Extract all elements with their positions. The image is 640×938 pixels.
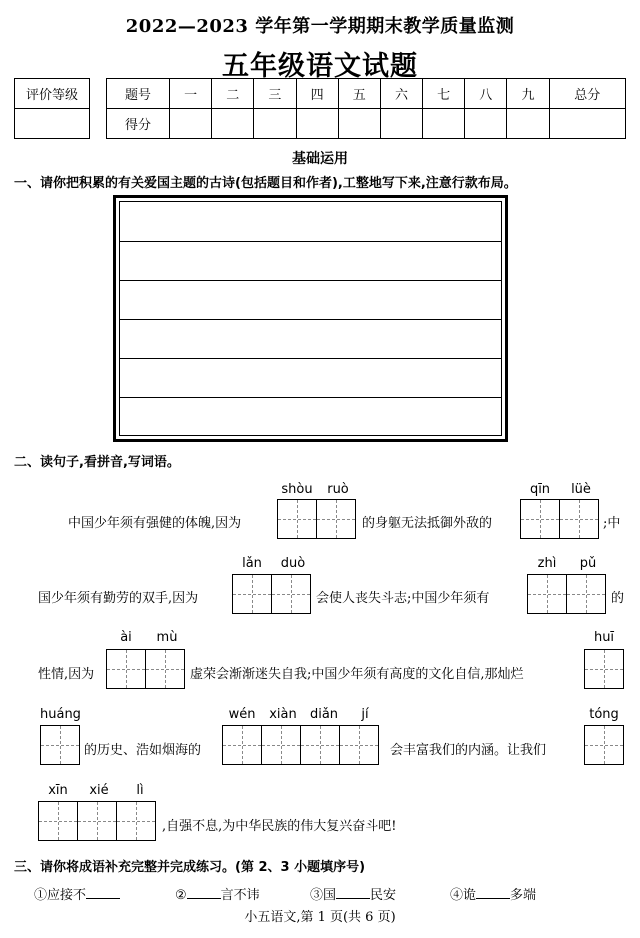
exam-subtitle: 五年级语文试题 [222, 51, 418, 82]
exam-title: 2022—2023 学年第一学期期末教学质量监测 [125, 16, 515, 37]
page-footer: 小五语文,第 1 页(共 6 页) [244, 910, 396, 925]
score-table [106, 78, 626, 139]
sentence-text: 会丰富我们的内涵。让我们 [390, 743, 547, 758]
score-cell[interactable] [338, 109, 380, 139]
pinyin: huáng [40, 707, 81, 722]
pinyin: mù [156, 630, 178, 645]
idiom-text: 民安 [370, 888, 397, 903]
sentence-text: 的 [611, 591, 625, 606]
pinyin: diǎn [309, 707, 339, 722]
idiom-item-2 [175, 884, 260, 903]
idiom-number: ③ [310, 888, 324, 903]
idiom-item-1 [34, 884, 120, 903]
score-row-label-score: 得分 [107, 109, 170, 139]
sentence-text: 中国少年须有强健的体魄,因为 [68, 516, 242, 531]
idiom-text: 多端 [510, 888, 537, 903]
pinyin: pǔ [579, 556, 597, 571]
grade-label: 评价等级 [15, 79, 90, 109]
question-1-text: 一、请你把积累的有关爱国主题的古诗(包括题目和作者),工整地写下来,注意行款布局。 [14, 176, 517, 191]
score-col: 三 [254, 79, 296, 109]
idiom-number: ① [34, 888, 48, 903]
score-col: 七 [423, 79, 465, 109]
answer-boxes-landuo[interactable] [232, 574, 310, 614]
pinyin: wén [228, 707, 256, 722]
pinyin: jí [361, 707, 369, 722]
idiom-text: 国 [323, 888, 337, 903]
question-3-text: 三、请你将成语补充完整并完成练习。(第 2、3 小题填序号) [14, 860, 366, 875]
score-cell[interactable] [380, 109, 422, 139]
pinyin: shòu [281, 482, 313, 497]
pinyin: duò [280, 556, 306, 571]
score-col: 六 [380, 79, 422, 109]
score-cell[interactable] [423, 109, 465, 139]
idiom-blank[interactable] [86, 886, 120, 899]
score-cell[interactable] [296, 109, 338, 139]
pinyin: lì [136, 783, 144, 798]
score-cell[interactable] [507, 109, 549, 139]
answer-boxes-qinlue[interactable] [520, 499, 598, 539]
pinyin: qīn [529, 482, 551, 497]
idiom-item-4 [450, 884, 536, 903]
score-cell[interactable] [549, 109, 625, 139]
sentence-text: ,自强不息,为中华民族的伟大复兴奋斗吧! [162, 819, 397, 834]
sentence-text: 的历史、浩如烟海的 [84, 743, 202, 758]
score-col: 五 [338, 79, 380, 109]
pinyin: lüè [571, 482, 591, 497]
section-title: 基础运用 [292, 151, 348, 167]
pinyin: ruò [327, 482, 349, 497]
answer-boxes-aimu[interactable] [106, 649, 184, 689]
idiom-blank[interactable] [336, 886, 370, 899]
score-col: 九 [507, 79, 549, 109]
pinyin: huī [593, 630, 615, 645]
score-col: 一 [170, 79, 212, 109]
score-row-label-number: 题号 [107, 79, 170, 109]
pinyin: lǎn [242, 556, 262, 571]
pinyin: ài [120, 630, 132, 645]
idiom-number: ④ [450, 888, 464, 903]
answer-boxes-xinxieli[interactable] [38, 801, 155, 841]
answer-boxes-tong[interactable] [584, 725, 623, 765]
score-col: 总分 [549, 79, 625, 109]
pinyin: xié [89, 783, 109, 798]
idiom-text: 诡 [463, 888, 477, 903]
sentence-text: ;中 [603, 516, 621, 531]
grade-value-cell[interactable] [15, 109, 90, 139]
score-cell[interactable] [465, 109, 507, 139]
pinyin: zhì [537, 556, 557, 571]
answer-boxes-shouruo[interactable] [277, 499, 355, 539]
poem-writing-box[interactable] [113, 195, 508, 442]
question-2-text: 二、读句子,看拼音,写词语。 [14, 455, 180, 470]
answer-boxes-hui[interactable] [584, 649, 623, 689]
pinyin: xiàn [269, 707, 297, 722]
idiom-text: 应接不 [47, 888, 87, 903]
grade-table [14, 78, 90, 139]
score-cell[interactable] [170, 109, 212, 139]
idiom-blank[interactable] [187, 886, 221, 899]
sentence-text: 的身躯无法抵御外敌的 [362, 516, 493, 531]
pinyin: tóng [589, 707, 619, 722]
pinyin: xīn [48, 783, 68, 798]
sentence-text: 虚荣会渐渐迷失自我;中国少年须有高度的文化自信,那灿烂 [190, 667, 524, 682]
answer-boxes-zhipu[interactable] [527, 574, 605, 614]
idiom-text: 言不讳 [220, 888, 260, 903]
sentence-text: 性情,因为 [38, 667, 95, 682]
score-cell[interactable] [254, 109, 296, 139]
answer-boxes-wenxiandianji[interactable] [222, 725, 378, 765]
idiom-number: ② [175, 888, 187, 903]
sentence-text: 会使人丧失斗志;中国少年须有 [316, 591, 490, 606]
sentence-text: 国少年须有勤劳的双手,因为 [38, 591, 199, 606]
answer-boxes-huang[interactable] [40, 725, 79, 765]
score-cell[interactable] [212, 109, 254, 139]
score-col: 四 [296, 79, 338, 109]
score-col: 二 [212, 79, 254, 109]
idiom-blank[interactable] [476, 886, 510, 899]
idiom-item-3 [310, 884, 396, 903]
score-col: 八 [465, 79, 507, 109]
